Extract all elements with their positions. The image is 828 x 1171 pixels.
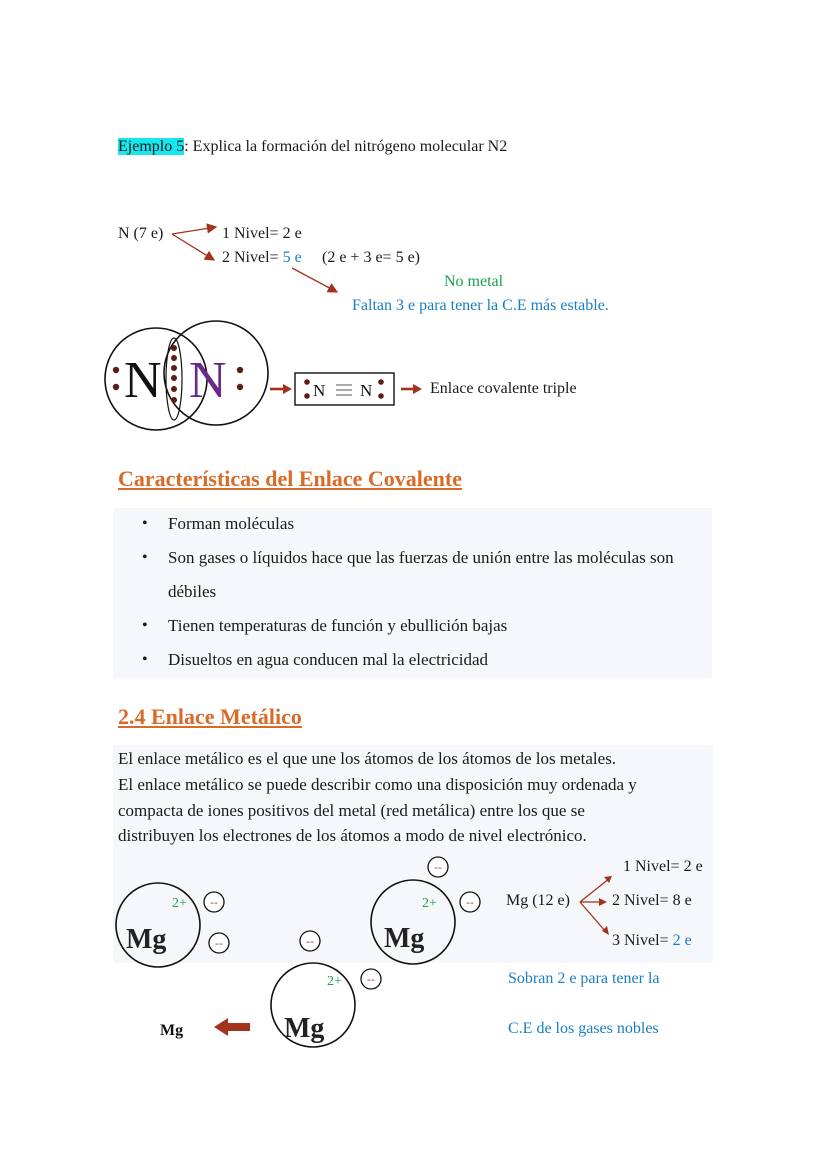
electron [428, 857, 448, 877]
left-n-symbol: N [124, 352, 162, 409]
formula-n-right: N [360, 381, 373, 400]
n-level2-value: 5 e [282, 249, 302, 266]
arrow-to-formula [270, 384, 292, 394]
paragraph-line: compacta de iones positivos del metal (red metálica) entre los que se [118, 800, 585, 820]
svg-text:--: -- [215, 937, 223, 950]
example-text: : Explica la formación del nitrógeno molecular N2 [184, 138, 508, 155]
electron [460, 892, 480, 912]
covalent-characteristics-list [118, 507, 712, 677]
example-label: Ejemplo 5 [118, 138, 185, 155]
list-item: • Disueltos en agua conducen mal la electricidad [118, 643, 712, 677]
mg-ion-symbol-2: Mg [384, 923, 425, 954]
mg-level2: 2 Nivel= 8 e [612, 892, 692, 909]
svg-text:--: -- [306, 935, 314, 948]
mg-note-line1: Sobran 2 e para tener la [508, 970, 660, 987]
svg-text:--: -- [367, 973, 375, 986]
arrow-to-note [292, 268, 337, 292]
n-level1: 1 Nivel= 2 e [222, 225, 302, 242]
electron [300, 931, 320, 951]
mg-arrow-label: Mg [160, 1022, 184, 1039]
list-item: • Forman moléculas [118, 507, 712, 541]
right-n-symbol: N [189, 352, 227, 409]
lone-pair-right [237, 367, 243, 390]
list-item: • Son gases o líquidos hace que las fuerzas de unión entre las moléculas son débiles [118, 541, 712, 609]
mg-config-arrows [580, 878, 610, 932]
mg-ion-charge-2: 2+ [422, 896, 437, 911]
electron [209, 933, 229, 953]
svg-text:--: -- [466, 896, 474, 909]
paragraph-line: El enlace metálico es el que une los átomos de los átomos de los metales. [118, 749, 617, 768]
left-arrow [214, 1018, 250, 1036]
shared-electrons [171, 345, 177, 403]
n-level2-prefix: 2 Nivel= [222, 249, 283, 266]
n-classification: No metal [444, 273, 504, 290]
n-atom-label: N (7 e) [118, 225, 164, 242]
mg-level3-value: 2 e [672, 932, 692, 949]
paragraph-line: distribuyen los electrones de los átomos a modo de nivel electrónico. [118, 826, 587, 846]
mg-level1: 1 Nivel= 2 e [623, 858, 703, 875]
mg-ion-charge-3: 2+ [327, 974, 342, 989]
mg-ion-symbol-3: Mg [284, 1013, 325, 1044]
n-config-arrows [0, 0, 828, 330]
covalent-heading: Características del Enlace Covalente [118, 466, 462, 491]
metallic-heading: 2.4 Enlace Metálico [118, 704, 302, 729]
n2-formula-box [295, 373, 394, 405]
svg-text:--: -- [210, 896, 218, 909]
mg-atom-label: Mg (12 e) [506, 892, 570, 909]
arrow-to-bond-label [401, 384, 422, 394]
metallic-paragraph [118, 746, 718, 849]
mg-level3-prefix: 3 Nivel= [612, 932, 673, 949]
mg-lattice-diagram [0, 850, 828, 1060]
lone-pair-left [113, 367, 119, 390]
mg-level3 [612, 932, 692, 950]
n-level2-sum: (2 e + 3 e= 5 e) [322, 249, 421, 266]
electron [204, 892, 224, 912]
arrow-to-level1 [172, 227, 216, 234]
mg-ion-symbol-1: Mg [126, 924, 167, 955]
arrow-to-level2 [172, 234, 214, 260]
bond-label: Enlace covalente triple [430, 380, 577, 397]
formula-n-left: N [313, 381, 326, 400]
svg-text:--: -- [434, 861, 442, 874]
paragraph-line: El enlace metálico se puede describir como una disposición muy ordenada y [118, 774, 637, 794]
mg-note-line2: C.E de los gases nobles [508, 1020, 659, 1037]
n-note: Faltan 3 e para tener la C.E más estable. [352, 297, 609, 314]
list-item: • Tienen temperaturas de función y ebullición bajas [118, 609, 712, 643]
n2-lewis-diagram [0, 315, 828, 440]
mg-ion-charge-1: 2+ [172, 896, 187, 911]
electron [361, 969, 381, 989]
